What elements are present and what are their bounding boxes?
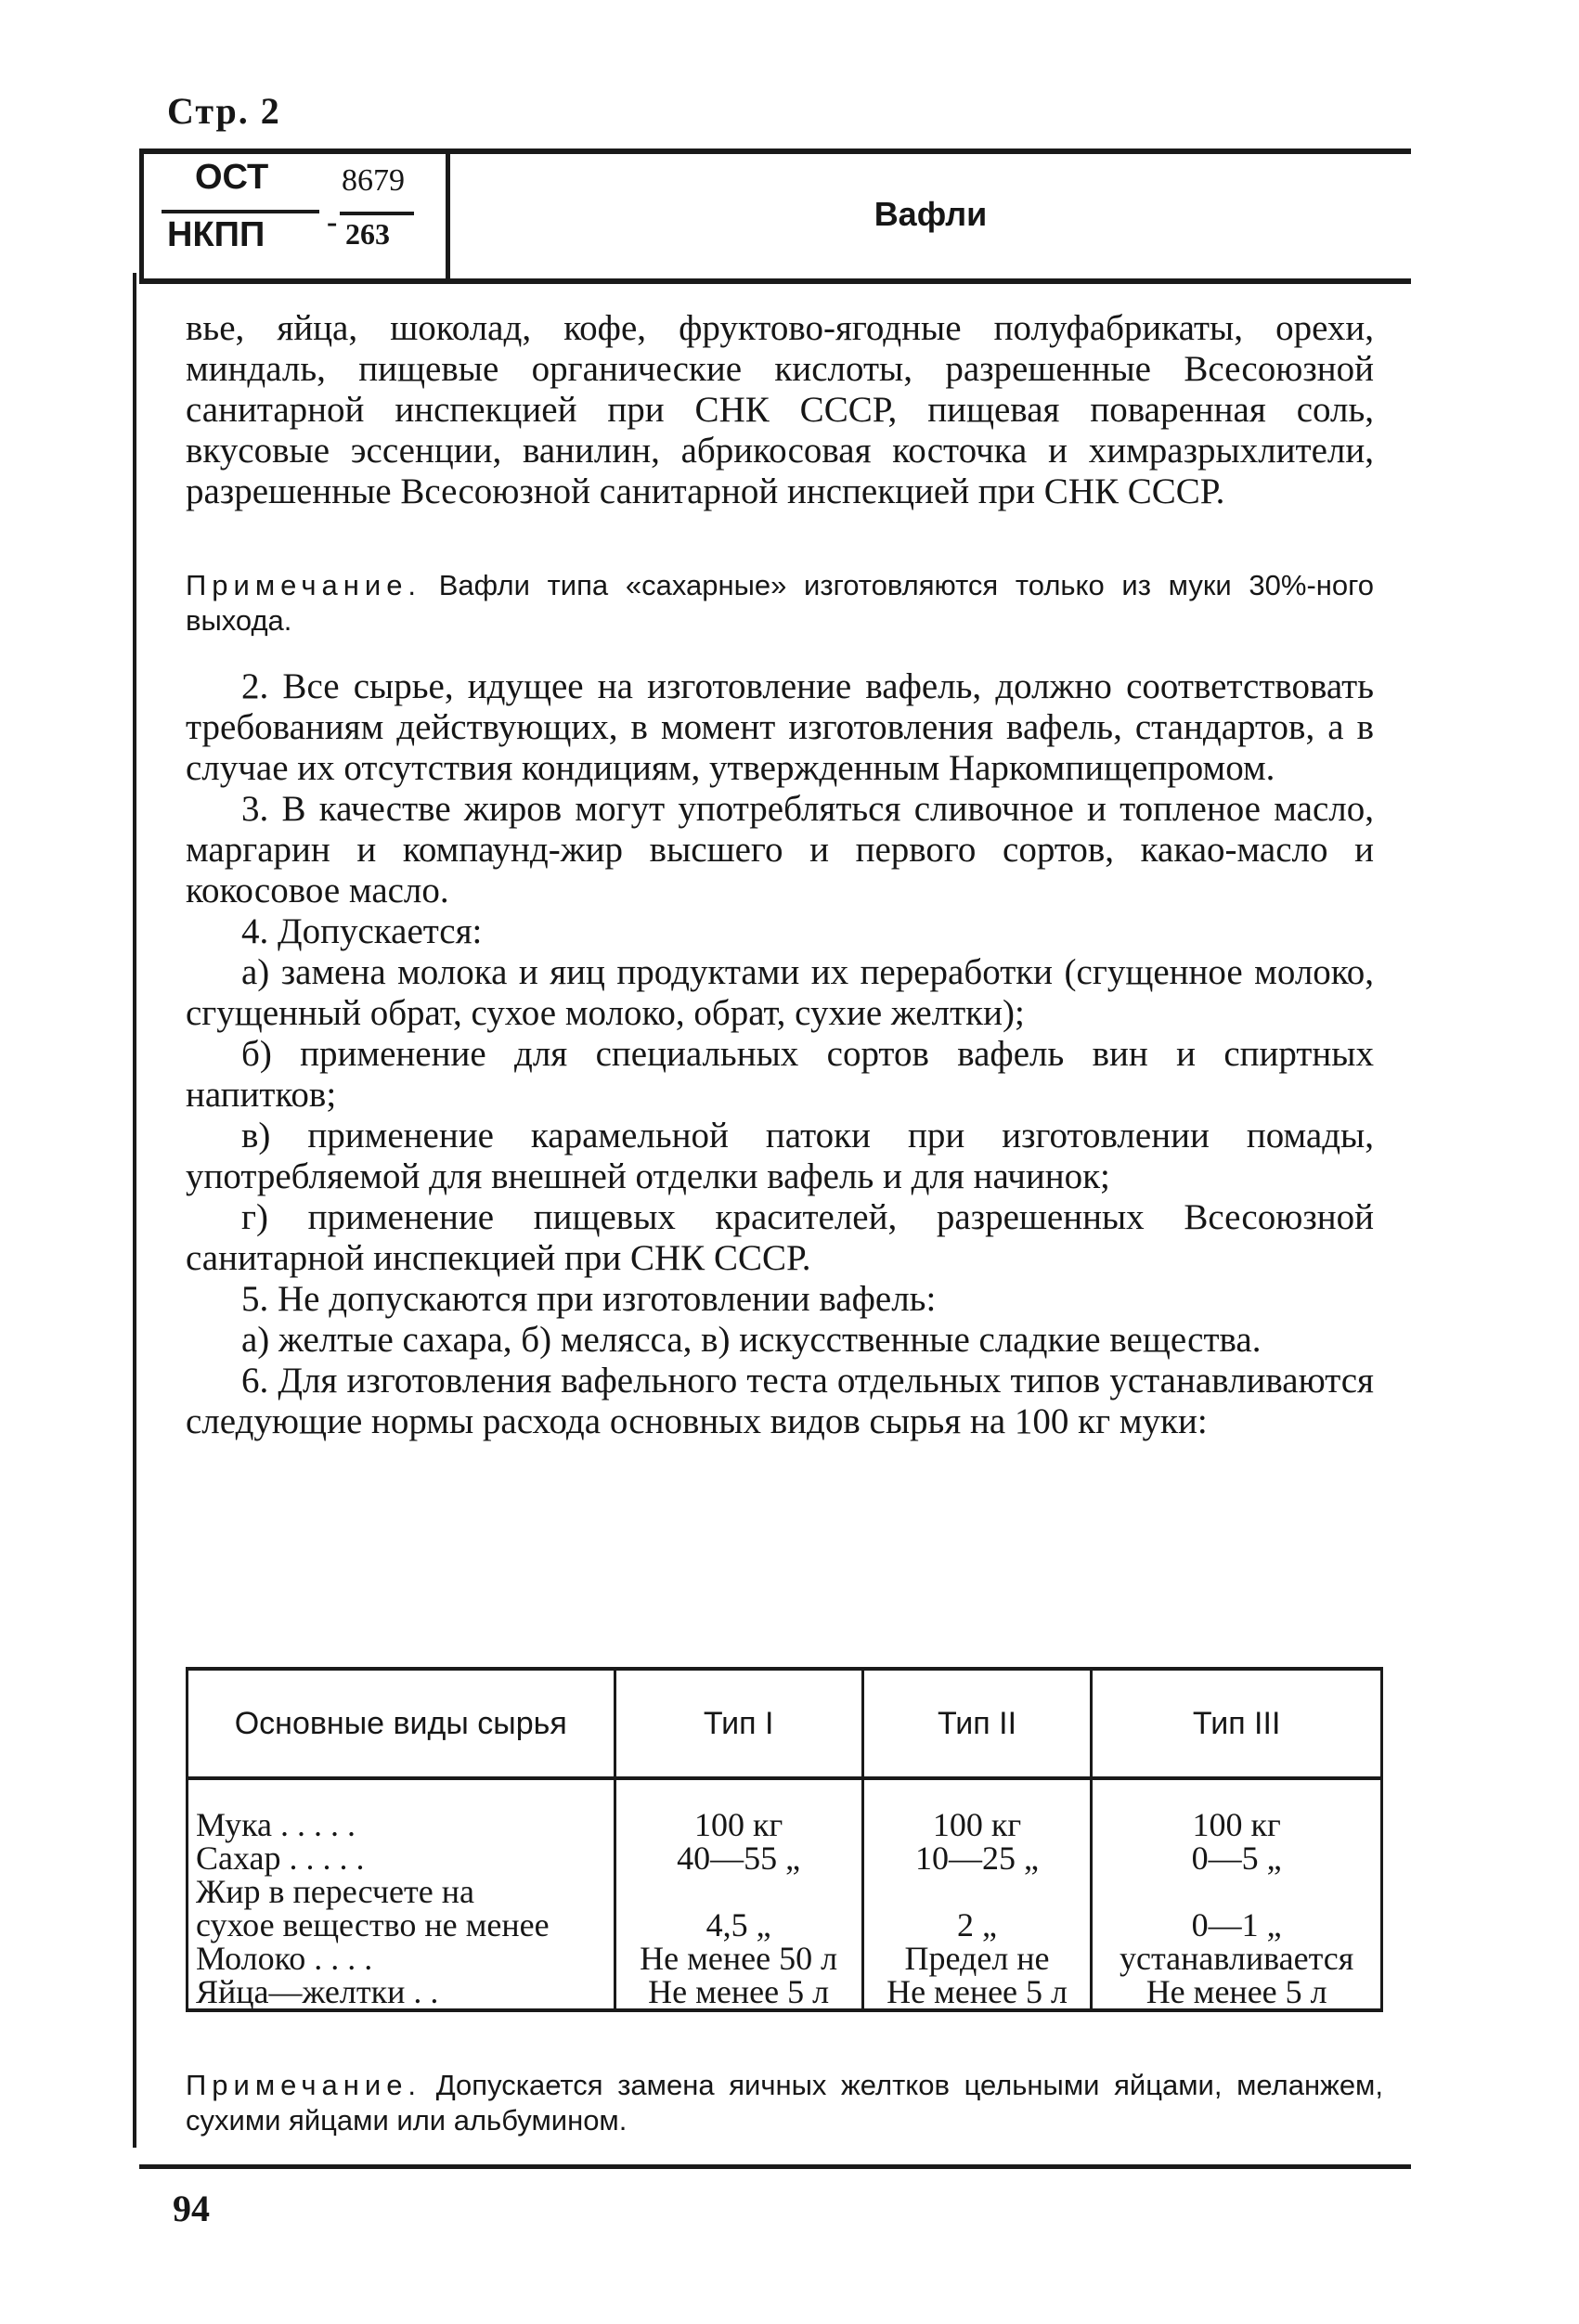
table-row <box>188 1942 1382 1975</box>
code-dash: - <box>327 205 338 239</box>
table-row <box>188 1875 1382 1908</box>
cell: 0—5 „ <box>1092 1841 1382 1875</box>
norms-table <box>186 1667 1383 2012</box>
table-row <box>188 1975 1382 2010</box>
col-header-type-3: Тип III <box>1092 1669 1382 1778</box>
row-label: сухое вещество не менее <box>188 1908 615 1942</box>
cell: 2 „ <box>862 1908 1092 1942</box>
margin-rule <box>133 273 136 2148</box>
intro-paragraph <box>186 308 1374 512</box>
page-number: Стр. 2 <box>167 90 281 132</box>
paragraph-3: 3. В качестве жиров могут употребляться сливочное и топленое масло, маргарин и компаунд-жир высшего и первого сортов, какао-масло и кокосовое масло. <box>186 789 1374 910</box>
paragraph-4d: г) применение пищевых красителей, разрешенных Всесоюзной санитарной инспекцией при СНК СССР. <box>186 1197 1374 1278</box>
cell: Не менее 5 л <box>1092 1975 1382 2010</box>
standard-number-top: 8679 <box>342 163 405 198</box>
paragraph-4b: б) применение для специальных сортов вафель вин и спиртных напитков; <box>186 1034 1374 1115</box>
note-label: Примечание. <box>186 2069 422 2101</box>
paragraph-5a: а) желтые сахара, б) мелясса, в) искусственные сладкие вещества. <box>241 1320 1262 1360</box>
cell: 10—25 „ <box>862 1841 1092 1875</box>
row-label: Яйца—желтки . . <box>188 1975 615 2010</box>
raw-material-norms-table <box>186 1667 1383 2038</box>
paragraph-4c: в) применение карамельной патоки при изготовлении помады, употребляемой для внешней отделки вафель и для начинок; <box>186 1116 1374 1196</box>
cell: 100 кг <box>1092 1778 1382 1841</box>
cell: Не менее 5 л <box>862 1975 1092 2010</box>
table-row <box>188 1908 1382 1942</box>
cell: Не менее 5 л <box>615 1975 862 2010</box>
row-label: Мука . . . . . <box>188 1778 615 1841</box>
row-label: Жир в пересчете на <box>188 1875 615 1908</box>
cell: 100 кг <box>615 1778 862 1841</box>
cell: Предел не <box>862 1942 1092 1975</box>
paragraph-5: 5. Не допускаются при изготовлении вафель: <box>241 1279 937 1319</box>
cell: 40—55 „ <box>615 1841 862 1875</box>
footer-rule <box>139 2164 1411 2169</box>
cell: 0—1 „ <box>1092 1908 1382 1942</box>
document-title: Вафли <box>874 195 988 233</box>
nkpp-label: НКПП <box>167 215 265 254</box>
col-header-type-1: Тип I <box>615 1669 862 1778</box>
cell: устанавливается <box>1092 1942 1382 1975</box>
cell <box>615 1875 862 1908</box>
note-text: Допускается замена яичных желтков цельными яйцами, меланжем, сухими яйцами или альбумином. <box>186 2069 1383 2137</box>
standard-number-divider <box>340 212 414 215</box>
intro-text: вье, яйца, шоколад, кофе, фруктово-ягодные полуфабрикаты, орехи, миндаль, пищевые органические кислоты, разрешенные Всесоюзной санитарной инспекцией при СНК СССР, пищевая поваренная соль, вкусовые эссенции, ванилин, абрикосовая косточка и химразрыхлители, разрешенные Всесоюзной санитарной инспекцией при СНК СССР. <box>186 308 1374 511</box>
standard-number-bottom: 263 <box>345 217 390 251</box>
ost-divider <box>162 210 319 213</box>
paragraph-6: 6. Для изготовления вафельного теста отдельных типов устанавливаются следующие нормы расхода основных видов сырья на 100 кг муки: <box>186 1361 1374 1441</box>
footer-page-number: 94 <box>173 2188 210 2229</box>
document-header <box>139 148 1411 284</box>
cell <box>862 1875 1092 1908</box>
cell: Не менее 50 л <box>615 1942 862 1975</box>
paragraph-4a: а) замена молока и яиц продуктами их переработки (сгущенное молоко, сгущенный обрат, сухое молоко, обрат, сухие желтки); <box>186 952 1374 1033</box>
paragraph-2: 2. Все сырье, идущее на изготовление вафель, должно соответствовать требованиям действующих, в момент изготовления вафель, стандартов, а в случае их отсутствия кондициям, утвержденным Наркомпищепромом. <box>186 666 1374 788</box>
table-row <box>188 1841 1382 1875</box>
note-flour <box>186 568 1374 639</box>
cell: 100 кг <box>862 1778 1092 1841</box>
table-row <box>188 1778 1382 1841</box>
requirements-list <box>186 666 1374 1442</box>
note-text: Вафли типа «сахарные» изготовляются только из муки 30%-ного выхода. <box>186 569 1374 637</box>
row-label: Молоко . . . . <box>188 1942 615 1975</box>
note-label: Примечание. <box>186 569 422 601</box>
col-header-type-2: Тип II <box>862 1669 1092 1778</box>
cell <box>1092 1875 1382 1908</box>
row-label: Сахар . . . . . <box>188 1841 615 1875</box>
paragraph-4: 4. Допускается: <box>241 911 483 951</box>
cell: 4,5 „ <box>615 1908 862 1942</box>
ost-label: ОСТ <box>195 158 269 197</box>
note-yolks <box>186 2068 1383 2138</box>
standard-code <box>139 154 446 278</box>
table-header-row <box>188 1669 1382 1778</box>
col-header-material: Основные виды сырья <box>188 1669 615 1778</box>
